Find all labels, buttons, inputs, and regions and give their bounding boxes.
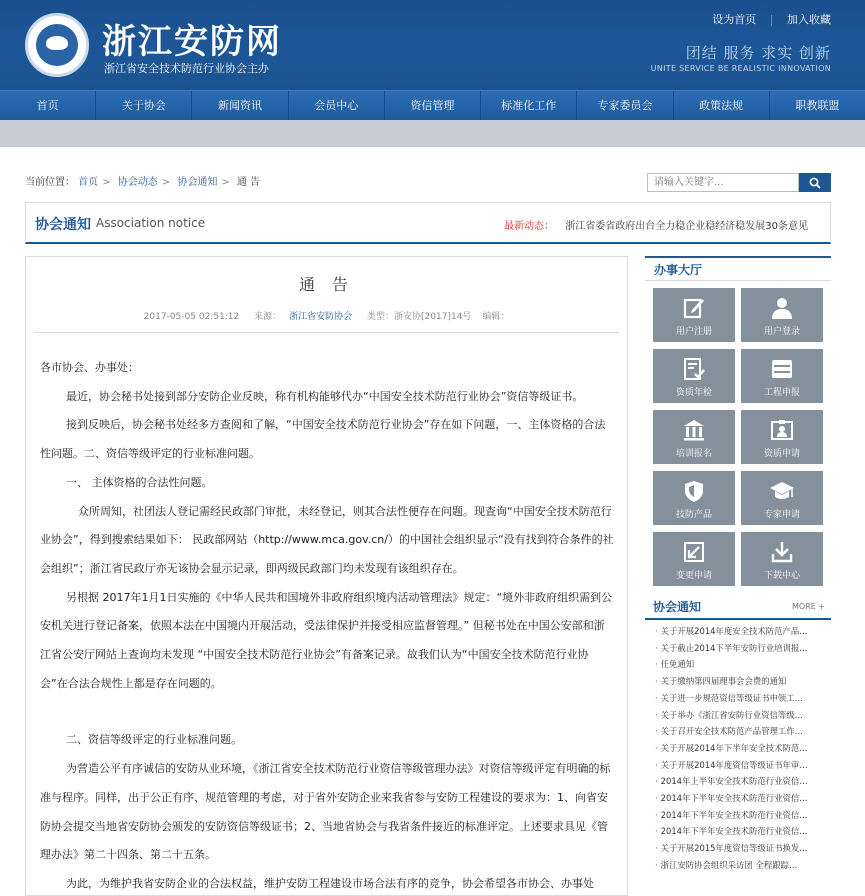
notice-list-title: 协会通知 bbox=[653, 600, 702, 614]
tile-change-apply[interactable] bbox=[653, 532, 735, 586]
list-item[interactable]: · 关于开展2014年下半年安全技术防范… bbox=[655, 740, 827, 757]
list-item[interactable]: · 关于开展2014年度资信等级证书年审… bbox=[655, 757, 827, 774]
list-item[interactable]: · 关于缴纳第四届理事会会费的通知 bbox=[655, 673, 827, 690]
paragraph-heading: 二、资信等级评定的行业标准问题。 bbox=[66, 733, 242, 747]
slogan: 团结 服务 求实 创新 bbox=[685, 44, 831, 62]
checklist-icon bbox=[682, 357, 706, 381]
paragraph: 接到反映后，协会秘书处经多方查阅和了解，“中国安全技术防范行业协会”存在如下问题，一、主体资格的合法性问题。二、资信等级评定的行业标准问题。 bbox=[40, 418, 606, 461]
search-box bbox=[647, 173, 831, 192]
article-panel bbox=[25, 256, 628, 896]
main-nav bbox=[0, 90, 865, 120]
tile-download-center[interactable] bbox=[741, 532, 823, 586]
server-icon bbox=[770, 357, 794, 381]
shield-icon bbox=[682, 479, 706, 503]
search-button[interactable] bbox=[799, 173, 831, 192]
tile-expert-apply[interactable] bbox=[741, 471, 823, 525]
add-favorite-link[interactable]: 加入收藏 bbox=[787, 13, 831, 26]
nav-item-experts[interactable]: 专家委员会 bbox=[577, 91, 673, 120]
breadcrumb-sep: > bbox=[221, 177, 230, 188]
notice-list bbox=[645, 620, 831, 874]
tile-qualification-inspection[interactable] bbox=[653, 349, 735, 403]
paragraph: 最近，协会秘书处接到部分安防企业反映，称有机构能够代办“中国安全技术防范行业协会”资信等级证书。 bbox=[66, 389, 584, 403]
tile-security-products[interactable] bbox=[653, 471, 735, 525]
tile-user-login[interactable] bbox=[741, 288, 823, 342]
nav-item-about[interactable]: 关于协会 bbox=[96, 91, 192, 120]
tile-label: 用户注册 bbox=[675, 327, 712, 337]
paragraph: 众所周知，社团法人登记需经民政部门审批，未经登记，则其合法性便存在问题。现查询“中国安全技术防范行业协会”，得到搜索结果如下： 民政部网站（http://www.mca.gov.cn/）的中国社会组织显示“没有找到符合条件的社会组织”；浙江省民政厅亦无该协会显示记录，即两级民政部门均未发现有该组织存在。 bbox=[40, 504, 614, 575]
section-title: 协会通知 bbox=[35, 217, 91, 233]
top-link-divider: | bbox=[769, 13, 774, 26]
nav-item-policy[interactable]: 政策法规 bbox=[674, 91, 770, 120]
paragraph-salutation: 各市协会、办事处： bbox=[40, 361, 139, 374]
banner-band bbox=[0, 120, 865, 147]
change-icon bbox=[682, 540, 706, 564]
latest-news-label: 最新动态： bbox=[504, 221, 555, 232]
list-item[interactable]: · 关于开展2015年度资信等级证书换发… bbox=[655, 840, 827, 857]
list-item[interactable]: · 浙江安防协会组织采访团 全程跟踪… bbox=[655, 857, 827, 874]
tile-label: 下载中心 bbox=[763, 571, 800, 581]
user-icon bbox=[770, 296, 794, 320]
tile-label: 工程申报 bbox=[763, 388, 800, 398]
latest-news-link[interactable]: 浙江省委省政府出台全力稳企业稳经济稳发展30条意见 bbox=[565, 221, 808, 232]
nav-item-news[interactable]: 新闻资讯 bbox=[192, 91, 288, 120]
tile-label: 资质申请 bbox=[763, 449, 800, 459]
breadcrumb-row bbox=[25, 172, 831, 194]
article-body bbox=[26, 333, 627, 896]
tile-label: 用户登录 bbox=[763, 327, 800, 337]
site-header bbox=[0, 0, 865, 90]
breadcrumb-sep: > bbox=[161, 177, 171, 188]
section-title-en: Association notice bbox=[96, 216, 206, 230]
site-logo[interactable] bbox=[25, 13, 89, 77]
nav-item-home[interactable]: 首页 bbox=[0, 91, 96, 120]
nav-item-vocational[interactable]: 职教联盟 bbox=[795, 99, 840, 112]
nav-item-members[interactable]: 会员中心 bbox=[289, 91, 385, 120]
paragraph: 另根据 2017年1月1日实施的《中华人民共和国境外非政府组织境内活动管理法》规定：“境外非政府组织需到公安机关进行登记备案，依照本法在中国境内开展活动，受法律保护并接受相应监督管理。” 但秘书处在中国公安部和浙江省公安厅网站上查询均未发现 “中国安全技术防范行业协会”有备案记录。故我们认为“中国安全技术防范行业协会”在合法合规性上都是存在问题的。 bbox=[40, 590, 613, 690]
article-source[interactable]: 浙江省安防协会 bbox=[289, 312, 353, 322]
section-header bbox=[25, 202, 831, 244]
tile-label: 变更申请 bbox=[675, 571, 712, 581]
top-links bbox=[702, 11, 831, 27]
paragraph-heading: 一、 主体资格的合法性问题。 bbox=[66, 475, 213, 489]
latest-news bbox=[504, 217, 808, 232]
set-homepage-link[interactable]: 设为首页 bbox=[712, 13, 757, 26]
breadcrumb-sep: > bbox=[102, 177, 111, 188]
list-item[interactable]: · 关于进一步规范资信等级证书申领工… bbox=[655, 690, 827, 707]
article-source-label: 来源： bbox=[254, 312, 282, 322]
tile-label: 培训报名 bbox=[675, 449, 712, 459]
download-icon bbox=[770, 540, 794, 564]
edit-icon bbox=[682, 296, 706, 320]
tile-user-register[interactable] bbox=[653, 288, 735, 342]
list-item[interactable]: · 2014年下半年安全技术防范行业资信… bbox=[655, 790, 827, 807]
institution-icon bbox=[682, 418, 706, 442]
nav-item-credit[interactable]: 资信管理 bbox=[385, 91, 481, 120]
article-title: 通 告 bbox=[298, 275, 355, 294]
tile-label: 专家申请 bbox=[763, 510, 800, 520]
article-type: 类型：浙安协[2017]14号 bbox=[367, 312, 472, 322]
list-item[interactable]: · 2014年上半年安全技术防范行业资信… bbox=[655, 773, 827, 790]
breadcrumb-home[interactable]: 首页 bbox=[78, 177, 99, 188]
list-item[interactable]: · 关于举办《浙江省安防行业资信等级… bbox=[655, 707, 827, 724]
search-icon bbox=[809, 177, 821, 189]
list-item[interactable]: · 关于召开安全技术防范产品管理工作… bbox=[655, 723, 827, 740]
service-hall-title: 办事大厅 bbox=[645, 256, 831, 281]
more-link[interactable]: MORE + bbox=[791, 602, 825, 611]
tile-label: 资质年检 bbox=[675, 388, 712, 398]
article-meta bbox=[26, 309, 627, 322]
search-input[interactable] bbox=[647, 173, 799, 192]
graduation-cap-icon bbox=[769, 479, 795, 503]
nav-item-standards[interactable]: 标准化工作 bbox=[481, 91, 577, 120]
spacer bbox=[40, 698, 615, 726]
list-item[interactable]: · 任免通知 bbox=[655, 656, 827, 673]
breadcrumb-label: 当前位置： bbox=[25, 177, 75, 188]
list-item[interactable]: · 2014年下半年安全技术防范行业资信… bbox=[655, 807, 827, 824]
sidebar bbox=[645, 256, 831, 874]
breadcrumb-activities[interactable]: 协会动态 bbox=[117, 177, 158, 188]
tile-label: 技防产品 bbox=[675, 510, 712, 520]
list-item[interactable]: · 2014年下半年安全技术防范行业资信… bbox=[655, 823, 827, 840]
paragraph: 为此，为维护我省安防企业的合法权益，维护安防工程建设市场合法有序的竞争，协会希望各市协会、办事处 bbox=[66, 876, 594, 890]
list-item[interactable]: · 关于开展2014年度安全技术防范产品… bbox=[655, 623, 827, 640]
id-card-icon bbox=[770, 418, 794, 442]
paragraph: 为营造公平有序诚信的安防从业环境，《浙江省安全技术防范行业资信等级管理办法》对资信等级评定有明确的标准与程序。同样，出于公正有序、规范管理的考虑，对于省外安防企业来我省参与安防工程建设的要求为：1、向省安防协会提交当地省安防协会颁发的安防资信等级证书；2、当地省协会与我省条件接近的标准评定。上述要求具见《管理办法》第二十四条、第二十五条。 bbox=[40, 762, 611, 862]
slogan-en: UNITE SERVICE BE REALISTIC INNOVATION bbox=[650, 64, 831, 73]
notice-list-header bbox=[645, 596, 831, 620]
service-grid bbox=[645, 281, 831, 586]
list-item[interactable]: · 关于截止2014下半年安防行业培训报… bbox=[655, 640, 827, 657]
site-title[interactable]: 浙江安防网 bbox=[102, 22, 282, 62]
article-editor: 编辑： bbox=[482, 312, 510, 322]
site-subtitle: 浙江省安全技术防范行业协会主办 bbox=[104, 62, 269, 75]
breadcrumb-current: 通 告 bbox=[236, 177, 261, 188]
tile-project-declaration[interactable] bbox=[741, 349, 823, 403]
tile-training-signup[interactable] bbox=[653, 410, 735, 464]
tile-qualification-apply[interactable] bbox=[741, 410, 823, 464]
breadcrumb-notices[interactable]: 协会通知 bbox=[177, 177, 218, 188]
article-date: 2017-05-05 02:51:12 bbox=[143, 312, 240, 322]
